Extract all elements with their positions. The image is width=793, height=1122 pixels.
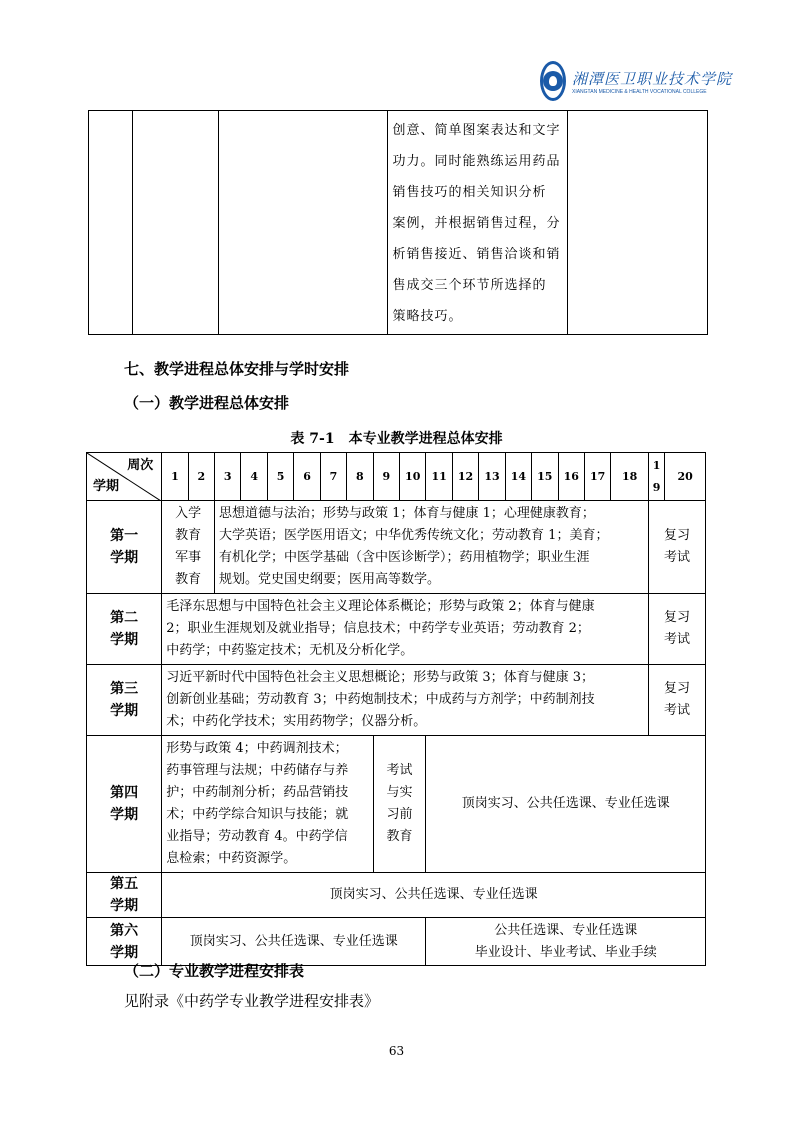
semester-1-courses: 思想道德与法治；形势与政策 1；体育与健康 1；心理健康教育； 大学英语；医学医用语文；中华优秀传统文化；劳动教育 1；美育； 有机化学；中医学基础（含中医诊断学）；药用植物学；职业生涯 规划。党史国史纲要；医用高等数学。 [215, 501, 649, 594]
semester-4-exam: 考试 与实 习前 教育 [373, 736, 426, 873]
semester-4-label: 第四 学期 [87, 736, 162, 873]
week-9: 9 [373, 453, 399, 501]
semester-3-courses: 习近平新时代中国特色社会主义思想概论；形势与政策 3；体育与健康 3； 创新创业基础；劳动教育 3；中药炮制技术；中成药与方剂学；中药制剂技 术；中药化学技术；实用药物学；仪器分析。 [162, 665, 649, 736]
semester-6-right: 公共任选课、专业任选课 毕业设计、毕业考试、毕业手续 [426, 918, 706, 966]
week-12: 12 [452, 453, 478, 501]
semester-4-courses: 形势与政策 4；中药调剂技术； 药事管理与法规；中药储存与养 护；中药制剂分析；药品营销技 术；中药学综合知识与技能；就 业指导；劳动教育 4。中药学信 息检索；中药资源学。 [162, 736, 373, 873]
week-13: 13 [479, 453, 505, 501]
week-7: 7 [320, 453, 346, 501]
text-line: 创意、简单图案表达和文字 [392, 123, 561, 138]
week-4: 4 [241, 453, 267, 501]
logo-chinese-name: 湘潭医卫职业技术学院 [572, 69, 733, 88]
diagonal-header-cell: 周次 学期 [87, 453, 162, 501]
semester-6-row [87, 918, 706, 966]
week-17: 17 [584, 453, 610, 501]
semester-3-exam: 复习 考试 [648, 665, 705, 736]
week-3: 3 [215, 453, 241, 501]
text-line: 功力。同时能熟练运用药品 [392, 154, 561, 169]
week-19: 1 9 [648, 453, 664, 501]
week-6: 6 [294, 453, 320, 501]
entry-education-cell: 入学 教育 军事 教育 [162, 501, 215, 594]
semester-1-label: 第一 学期 [87, 501, 162, 594]
college-logo [540, 58, 733, 104]
semester-6-left: 顶岗实习、公共任选课、专业任选课 [162, 918, 426, 966]
subsection-heading: （一）教学进程总体安排 [124, 394, 290, 412]
text-line: 策略技巧。 [392, 309, 463, 324]
semester-4-internship: 顶岗实习、公共任选课、专业任选课 [426, 736, 706, 873]
semester-5-content: 顶岗实习、公共任选课、专业任选课 [162, 873, 706, 918]
teaching-schedule-table [86, 452, 706, 966]
semester-1-row [87, 501, 706, 594]
week-8: 8 [347, 453, 373, 501]
semester-4-row [87, 736, 706, 873]
text-line: 案例，并根据销售过程，分 [392, 216, 561, 231]
continued-table [88, 110, 708, 335]
semester-2-label: 第二 学期 [87, 594, 162, 665]
week-10: 10 [400, 453, 426, 501]
semester-2-row [87, 594, 706, 665]
semester-5-label: 第五 学期 [87, 873, 162, 918]
logo-english-name: XIANGTAN MEDICINE & HEALTH VOCATIONAL COLLEGE [572, 88, 707, 95]
text-line: 析销售接近、销售洽谈和销 [392, 247, 561, 262]
header-row [87, 453, 706, 501]
week-14: 14 [505, 453, 531, 501]
week-20: 20 [665, 453, 706, 501]
table-caption: 表 7-1 本专业教学进程总体安排 [290, 431, 503, 447]
week-11: 11 [426, 453, 452, 501]
semester-2-exam: 复习 考试 [648, 594, 705, 665]
continued-cell [388, 111, 568, 335]
week-5: 5 [267, 453, 293, 501]
semester-6-label: 第六 学期 [87, 918, 162, 966]
page-number: 63 [388, 1044, 405, 1058]
section-heading: 七、教学进程总体安排与学时安排 [124, 360, 350, 378]
semester-5-row [87, 873, 706, 918]
semester-1-exam: 复习 考试 [648, 501, 705, 594]
subsection-heading-2: （二）专业教学进程安排表 [124, 962, 305, 980]
week-16: 16 [558, 453, 584, 501]
week-18: 18 [611, 453, 649, 501]
college-seal-icon [540, 61, 566, 101]
semester-2-courses: 毛泽东思想与中国特色社会主义理论体系概论；形势与政策 2；体育与健康 2；职业生涯规划及就业指导；信息技术；中药学专业英语；劳动教育 2； 中药学；中药鉴定技术；无机及分析化学。 [162, 594, 649, 665]
semester-3-label: 第三 学期 [87, 665, 162, 736]
semester-3-row [87, 665, 706, 736]
week-2: 2 [188, 453, 214, 501]
text-line: 售成交三个环节所选择的 [392, 278, 547, 293]
appendix-reference: 见附录《中药学专业教学进程安排表》 [124, 992, 380, 1010]
text-line: 销售技巧的相关知识分析 [392, 185, 547, 200]
week-15: 15 [532, 453, 558, 501]
week-1: 1 [162, 453, 188, 501]
